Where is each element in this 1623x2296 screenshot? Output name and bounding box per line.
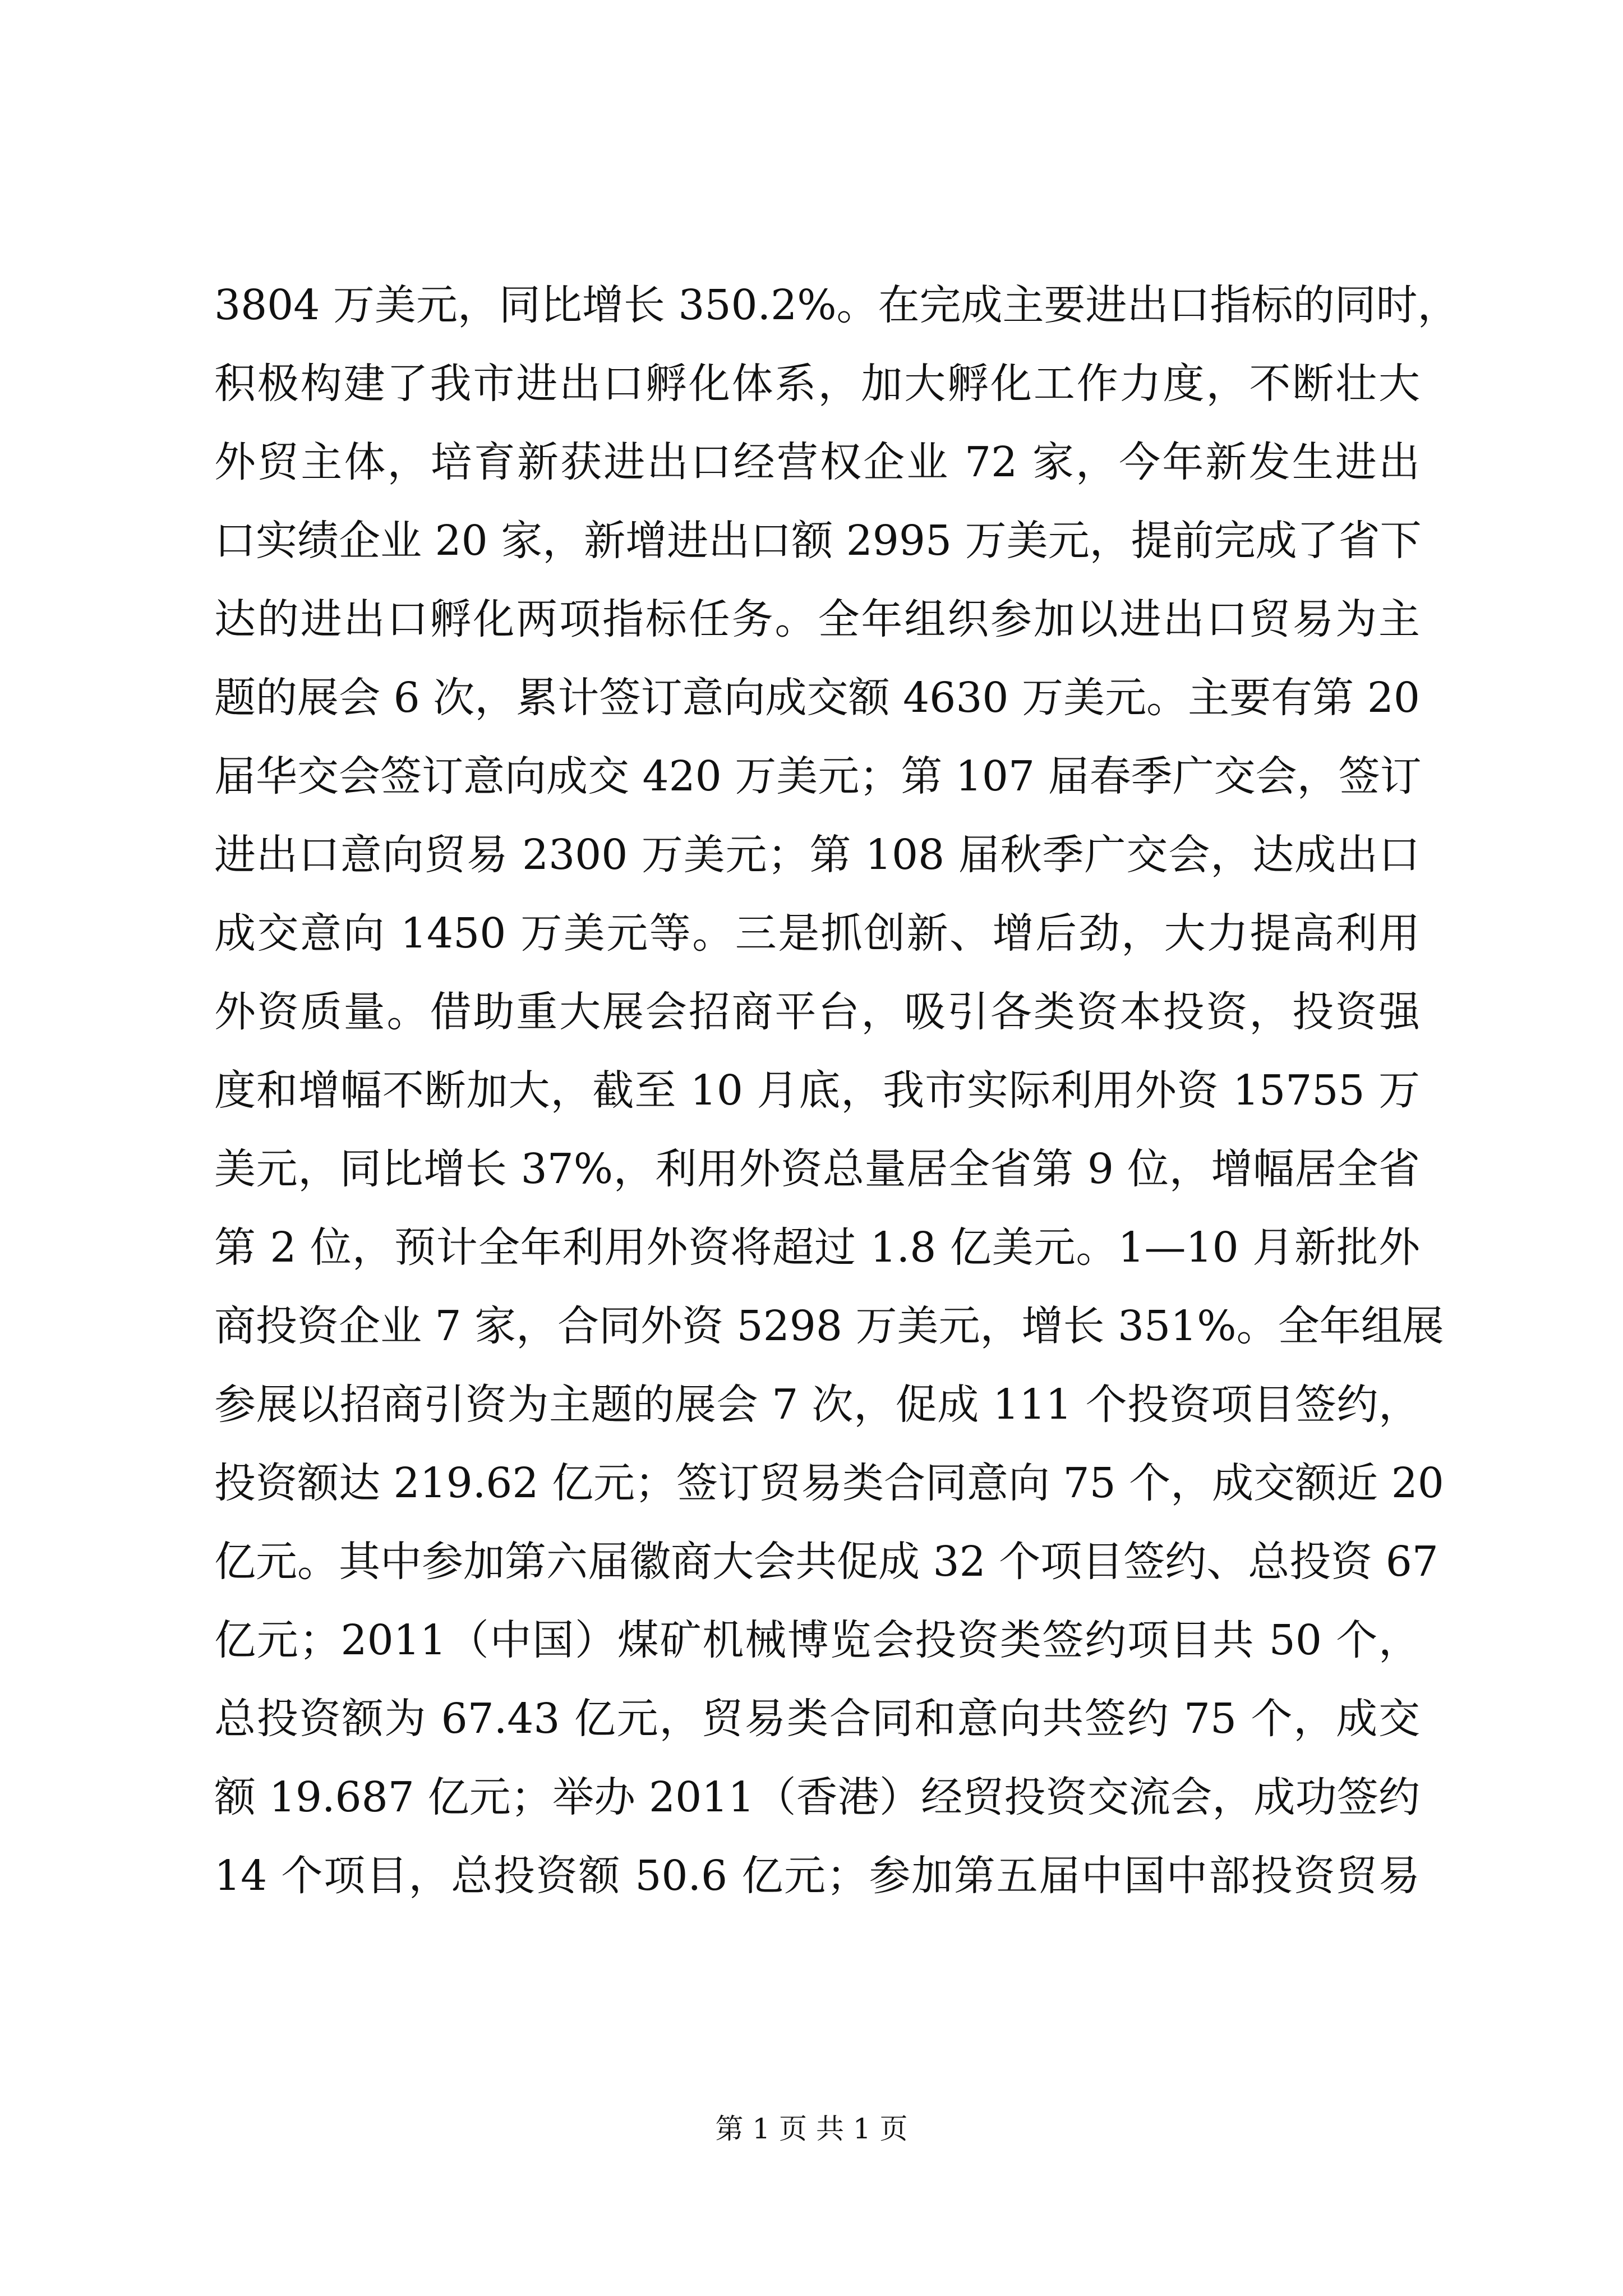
text-line: 外资质量。借助重大展会招商平台，吸引各类资本投资，投资强 [214, 988, 1420, 1036]
text-line: 亿元。其中参加第六届徽商大会共促成 32 个项目签约、总投资 67 [214, 1538, 1438, 1586]
body-paragraph [214, 266, 1459, 1915]
text-line: 题的展会 6 次，累计签订意向成交额 4630 万美元。主要有第 20 [214, 674, 1420, 722]
text-line: 达的进出口孵化两项指标任务。全年组织参加以进出口贸易为主 [214, 595, 1420, 643]
text-line: 届华交会签订意向成交 420 万美元；第 107 届春季广交会，签订 [214, 752, 1422, 800]
text-line: 外贸主体，培育新获进出口经营权企业 72 家，今年新发生进出 [214, 438, 1420, 486]
text-line: 积极构建了我市进出口孵化体系，加大孵化工作力度，不断壮大 [214, 360, 1420, 408]
text-line: 口实绩企业 20 家，新增进出口额 2995 万美元，提前完成了省下 [214, 517, 1422, 565]
page-number-footer: 第 1 页 共 1 页 [715, 2113, 908, 2145]
text-line: 参展以招商引资为主题的展会 7 次，促成 111 个投资项目签约， [214, 1381, 1420, 1429]
text-line: 第 2 位，预计全年利用外资将超过 1.8 亿美元。1—10 月新批外 [214, 1223, 1420, 1272]
text-line: 亿元；2011（中国）煤矿机械博览会投资类签约项目共 50 个， [214, 1616, 1420, 1664]
text-line: 进出口意向贸易 2300 万美元；第 108 届秋季广交会，达成出口 [214, 831, 1420, 879]
text-line: 投资额达 219.62 亿元；签订贸易类合同意向 75 个，成交额近 20 [214, 1459, 1444, 1507]
text-line: 美元，同比增长 37%，利用外资总量居全省第 9 位，增幅居全省 [214, 1145, 1420, 1193]
text-line: 14 个项目，总投资额 50.6 亿元；参加第五届中国中部投资贸易 [214, 1852, 1420, 1900]
text-line: 总投资额为 67.43 亿元，贸易类合同和意向共签约 75 个，成交 [214, 1695, 1420, 1743]
text-line: 3804 万美元，同比增长 350.2%。在完成主要进出口指标的同时， [214, 281, 1459, 329]
text-line: 商投资企业 7 家，合同外资 5298 万美元，增长 351%。全年组展 [214, 1302, 1444, 1350]
text-line: 度和增幅不断加大，截至 10 月底，我市实际利用外资 15755 万 [214, 1066, 1420, 1115]
text-line: 额 19.687 亿元；举办 2011（香港）经贸投资交流会，成功签约 [214, 1773, 1420, 1821]
text-line: 成交意向 1450 万美元等。三是抓创新、增后劲，大力提高利用 [214, 909, 1420, 958]
